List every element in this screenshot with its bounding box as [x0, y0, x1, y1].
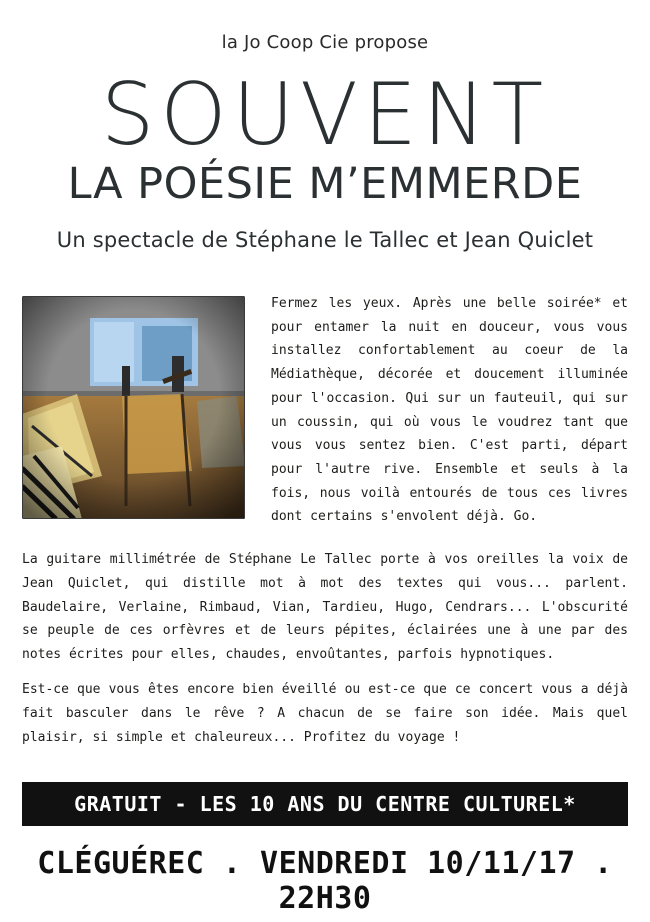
event-location-date: CLÉGUÉREC . VENDREDI 10/11/17 . 22H30	[37, 846, 613, 916]
stage-photo	[22, 296, 245, 519]
stage-photo-illustration	[22, 296, 245, 519]
show-subtitle: LA POÉSIE M’EMMERDE	[67, 159, 583, 209]
intro-paragraph: Fermez les yeux. Après une belle soirée* et pour entamer la nuit en douceur, vous vous installez confortablement au coeur de la Médiathèque, décorée et doucement illuminée pour l'occasion. Qui sur un fauteuil, qui sur un coussin, qui où vous le voudrez tant que vous vous sentez bien. C'est parti, départ pour l'autre rive. Ensemble et seuls à la fois, nous voilà entourés de tous ces livres dont certains s'envolent déjà. Go.	[271, 296, 628, 525]
description-paragraph: La guitare millimétrée de Stéphane Le Tallec porte à vos oreilles la voix de Jean Quiclet, qui distille mot à mot des textes qui vous... parlent. Baudelaire, Verlaine, Rimbaud, Vian, Tardieu, Hugo, Cendrars... L'obscurité se peuple de ces orfèvres et de leurs pépites, éclairées une à une par des notes écrites pour elles, chaudes, envoûtantes, parfois hypnotiques.	[22, 552, 628, 663]
free-event-banner	[22, 782, 628, 826]
show-title: SOUVENT	[100, 65, 550, 165]
banner-text: GRATUIT - LES 10 ANS DU CENTRE CULTUREL*	[74, 792, 576, 816]
presenter-line: la Jo Coop Cie propose	[221, 32, 429, 53]
authors-byline: Un spectacle de Stéphane le Tallec et Jean Quiclet	[56, 228, 594, 252]
closing-paragraph: Est-ce que vous êtes encore bien éveillé ou est-ce que ce concert vous a déjà fait basculer dans le rêve ? A chacun de se faire son idée. Mais quel plaisir, si simple et chaleureux... Profitez du voyage !	[22, 682, 628, 745]
